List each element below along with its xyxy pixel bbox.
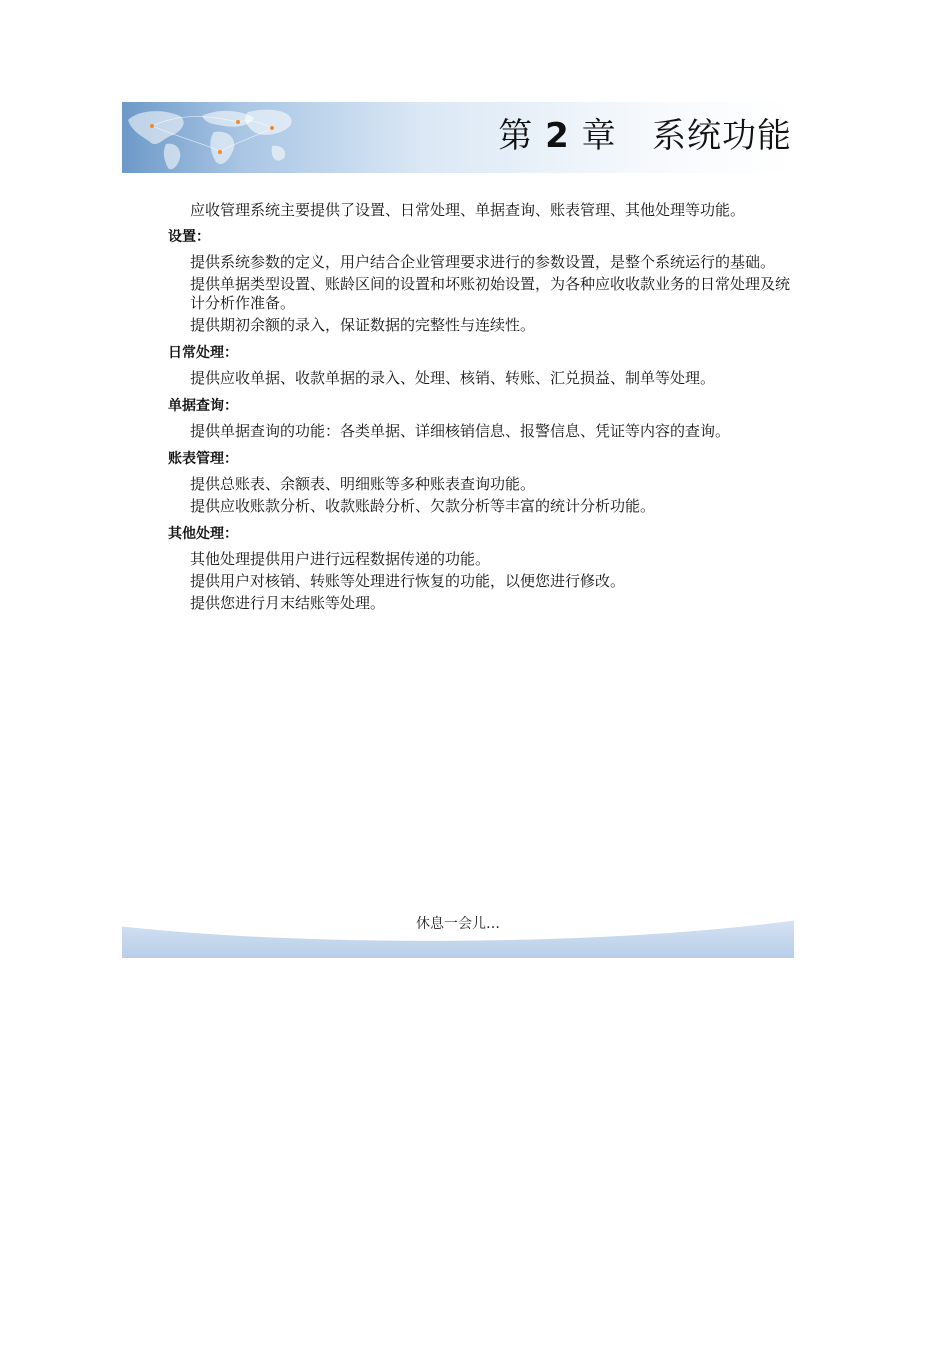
- section-settings: [168, 227, 798, 335]
- section-daily-processing: [168, 343, 798, 388]
- intro-paragraph: 应收管理系统主要提供了设置、日常处理、单据查询、账表管理、其他处理等功能。: [190, 201, 746, 219]
- list-item: 提供用户对核销、转账等处理进行恢复的功能，以便您进行修改。: [190, 572, 626, 590]
- list-item: 其他处理提供用户进行远程数据传递的功能。: [190, 550, 491, 568]
- chapter-banner: [122, 102, 794, 173]
- world-map-image: [122, 102, 422, 173]
- footer-text: 休息一会儿…: [416, 916, 500, 932]
- section-report-management: [168, 449, 798, 516]
- list-item: 提供期初余额的录入，保证数据的完整性与连续性。: [190, 316, 536, 334]
- section-heading: 单据查询：: [168, 398, 238, 414]
- list-item: 提供系统参数的定义，用户结合企业管理要求进行的参数设置，是整个系统运行的基础。: [190, 253, 776, 271]
- list-item: 提供总账表、余额表、明细账等多种账表查询功能。: [190, 475, 536, 493]
- list-item: 提供您进行月末结账等处理。: [190, 594, 386, 612]
- section-other-processing: [168, 524, 798, 613]
- section-heading: 账表管理：: [168, 451, 238, 467]
- section-heading: 其他处理：: [168, 526, 238, 542]
- list-item: 提供单据类型设置、账龄区间的设置和坏账初始设置，为各种应收收款业务的日常处理及统计分析作准备。: [190, 275, 791, 312]
- footer-band: [122, 905, 794, 958]
- body-content: [168, 200, 798, 621]
- chapter-heading: [498, 108, 792, 157]
- section-document-query: [168, 396, 798, 441]
- chapter-prefix: 第: [498, 116, 534, 156]
- chapter-title: 系统功能: [652, 116, 792, 156]
- chapter-suffix: 章: [581, 116, 617, 156]
- list-item: 提供应收单据、收款单据的录入、处理、核销、转账、汇兑损益、制单等处理。: [190, 369, 716, 387]
- list-item: 提供单据查询的功能：各类单据、详细核销信息、报警信息、凭证等内容的查询。: [190, 422, 731, 440]
- chapter-number: 2: [545, 116, 570, 156]
- section-heading: 日常处理：: [168, 345, 238, 361]
- list-item: 提供应收账款分析、收款账龄分析、欠款分析等丰富的统计分析功能。: [190, 497, 656, 515]
- section-heading: 设置：: [168, 229, 210, 245]
